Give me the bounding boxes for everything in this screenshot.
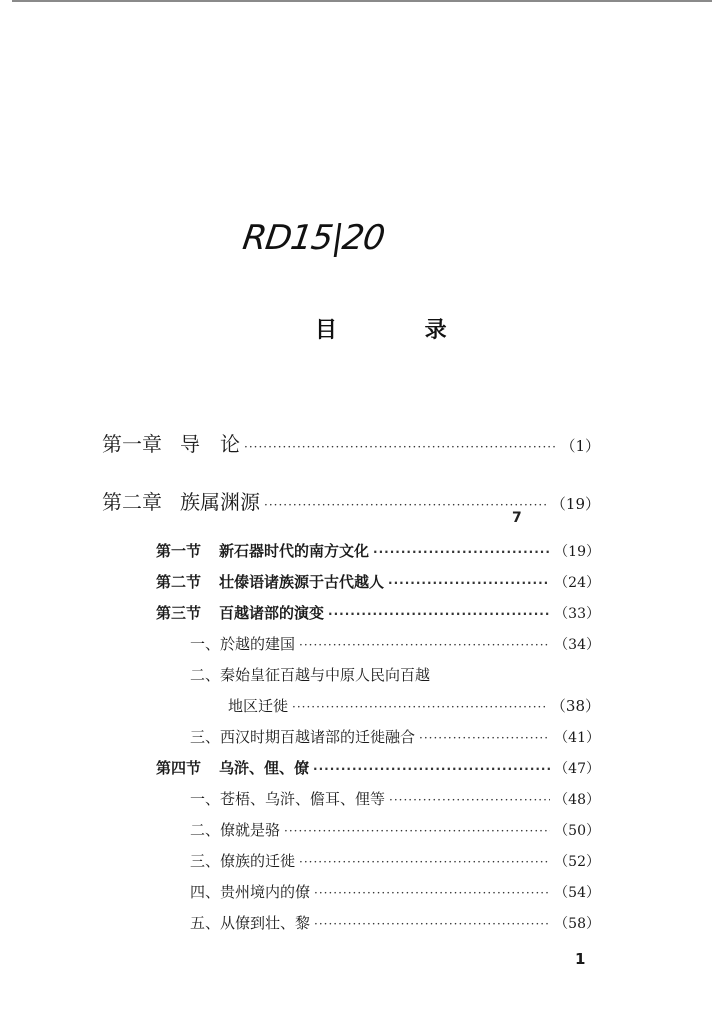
dot-leader xyxy=(314,886,550,900)
page-ref: （38） xyxy=(550,697,600,715)
page-ref: （1） xyxy=(560,437,600,455)
toc-entry-item[interactable] xyxy=(190,819,600,840)
page-ref: （54） xyxy=(554,885,600,901)
dot-leader xyxy=(313,762,550,776)
page-ref: （19） xyxy=(554,544,600,560)
page-ref: （41） xyxy=(554,730,600,746)
toc-entry-item[interactable] xyxy=(190,664,430,685)
section-title: 新石器时代的南方文化 xyxy=(219,542,370,560)
item-title: 五、从僚到壮、黎 xyxy=(190,914,311,932)
item-title: 地区迁徙 xyxy=(228,697,289,715)
dot-leader xyxy=(264,498,547,512)
item-title: 三、僚族的迁徙 xyxy=(190,852,296,870)
section-number: 第二节 xyxy=(156,573,202,591)
dot-leader xyxy=(292,700,547,714)
page-ref: （48） xyxy=(554,792,600,808)
page-top-border xyxy=(12,0,712,2)
chapter-number: 第二章 xyxy=(102,490,162,514)
dot-leader xyxy=(388,576,550,590)
dot-leader xyxy=(328,607,550,621)
toc-entry-section-3[interactable] xyxy=(156,602,600,623)
page-ref: （47） xyxy=(554,761,600,777)
toc-title: 目 录 xyxy=(315,318,487,343)
item-title: 二、秦始皇征百越与中原人民向百越 xyxy=(190,666,431,684)
item-title: 一、苍梧、乌浒、儋耳、俚等 xyxy=(190,790,386,808)
page-ref: （33） xyxy=(554,606,600,622)
page-ref: （52） xyxy=(554,854,600,870)
item-title: 四、贵州境内的僚 xyxy=(190,883,311,901)
dot-leader xyxy=(373,545,550,559)
section-title: 百越诸部的演变 xyxy=(219,604,325,622)
item-title: 一、於越的建国 xyxy=(190,635,296,653)
page-number: 1 xyxy=(575,950,586,968)
toc-entry-item[interactable] xyxy=(190,912,600,933)
toc-entry-section-2[interactable] xyxy=(156,571,600,592)
dot-leader xyxy=(244,440,556,454)
page-ref: （24） xyxy=(554,575,600,591)
toc-entry-item[interactable] xyxy=(190,633,600,654)
stray-mark: 7 xyxy=(512,510,522,526)
toc-entry-section-1[interactable] xyxy=(156,540,600,561)
toc-entry-item[interactable] xyxy=(190,881,600,902)
section-number: 第一节 xyxy=(156,542,202,560)
page-ref: （50） xyxy=(554,823,600,839)
page-ref: （58） xyxy=(554,916,600,932)
dot-leader xyxy=(299,855,550,869)
handwritten-annotation: RD15|20 xyxy=(240,218,387,258)
dot-leader xyxy=(299,638,550,652)
dot-leader xyxy=(419,731,550,745)
page-ref: （34） xyxy=(554,637,600,653)
dot-leader xyxy=(314,917,550,931)
toc-entry-chapter-1[interactable] xyxy=(102,428,600,457)
chapter-title: 族属渊源 xyxy=(180,490,260,514)
toc-entry-item[interactable] xyxy=(190,850,600,871)
section-title: 壮傣语诸族源于古代越人 xyxy=(219,573,385,591)
toc-entry-item[interactable] xyxy=(190,726,600,747)
item-title: 三、西汉时期百越诸部的迁徙融合 xyxy=(190,728,416,746)
section-number: 第四节 xyxy=(156,759,202,777)
toc-entry-item[interactable] xyxy=(190,788,600,809)
chapter-number: 第一章 xyxy=(102,432,162,456)
dot-leader xyxy=(389,793,550,807)
toc-entry-section-4[interactable] xyxy=(156,757,600,778)
toc-entry-item-continuation[interactable] xyxy=(228,695,600,716)
section-number: 第三节 xyxy=(156,604,202,622)
toc-entry-chapter-2[interactable] xyxy=(102,486,600,515)
page-ref: （19） xyxy=(550,495,600,513)
dot-leader xyxy=(284,824,550,838)
chapter-title: 导 论 xyxy=(180,432,240,456)
item-title: 二、僚就是骆 xyxy=(190,821,281,839)
section-title: 乌浒、俚、僚 xyxy=(219,759,310,777)
